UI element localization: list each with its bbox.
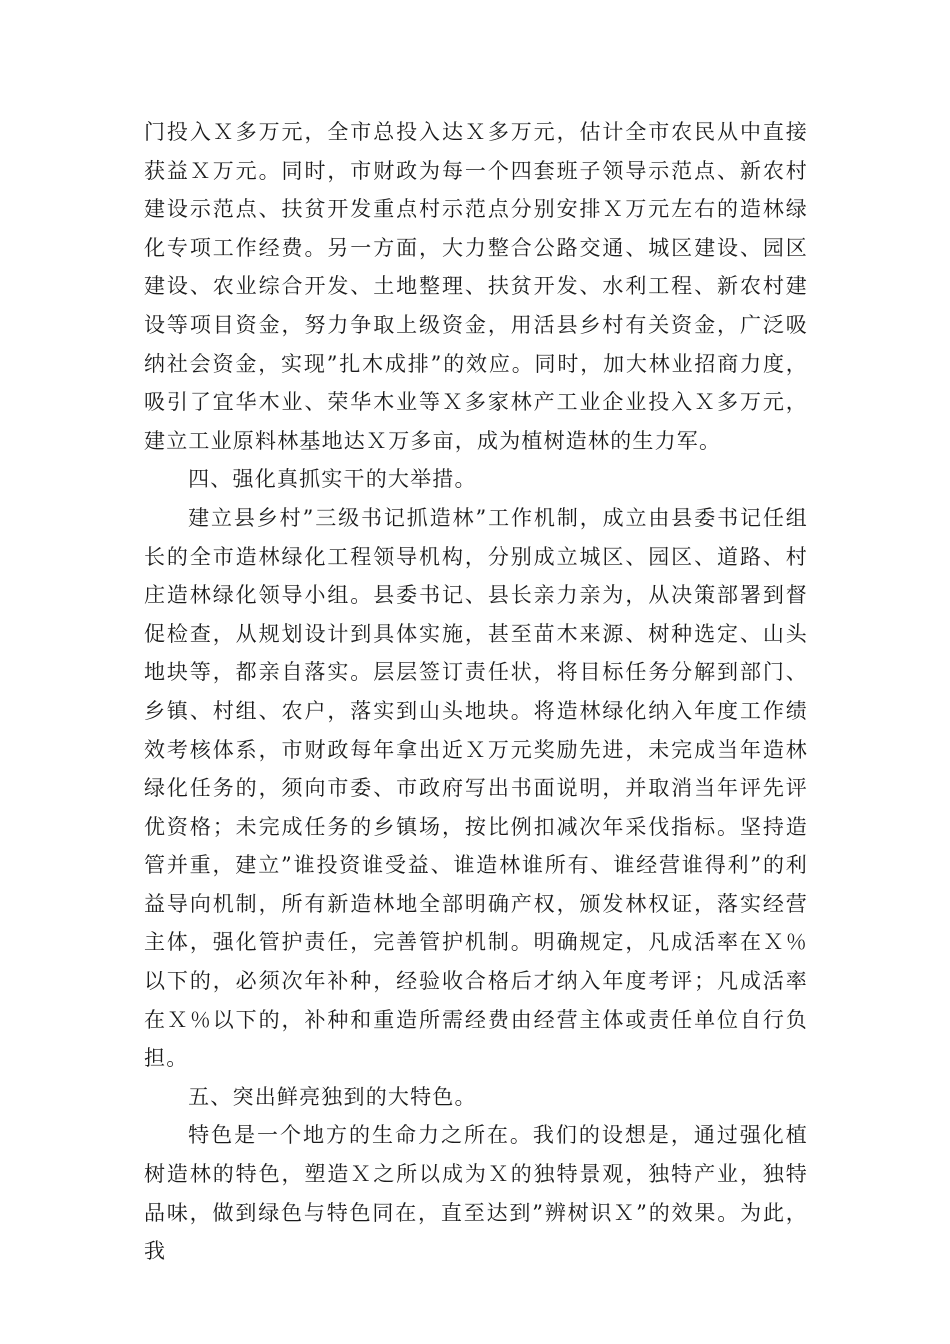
paragraph-section-five: 特色是一个地方的生命力之所在。我们的设想是，通过强化植树造林的特色，塑造Ｘ之所以成为Ｘ的独特景观，独特产业，独特品味，做到绿色与特色同在，直至达到”辨树识Ｘ”的效果。为此，我 [144, 1123, 808, 1264]
paragraph-section-four: 建立县乡村”三级书记抓造林”工作机制，成立由县委书记任组长的全市造林绿化工程领导机构，分别成立城区、园区、道路、村庄造林绿化领导小组。县委书记、县长亲力亲为，从决策部署到督促检查，从规划设计到具体实施，甚至苗木来源、树种选定、山头地块等，都亲自落实。层层签订责任状，将目标任务分解到部门、乡镇、村组、农户，落实到山头地块。将造林绿化纳入年度工作绩效考核体系，市财政每年拿出近Ｘ万元奖励先进，未完成当年造林绿化任务的，须向市委、市政府写出书面说明，并取消当年评先评优资格；未完成任务的乡镇场，按比例扣减次年采伐指标。坚持造管并重，建立”谁投资谁受益、谁造林谁所有、谁经营谁得利”的利益导向机制，所有新造林地全部明确产权，颁发林权证，落实经营主体，强化管护责任，完善管护机制。明确规定，凡成活率在Ｘ％以下的，必须次年补种，经验收合格后才纳入年度考评；凡成活率在Ｘ％以下的，补种和重造所需经费由经营主体或责任单位自行负担。 [144, 505, 808, 1071]
heading-section-four: 四、强化真抓实干的大举措。 [188, 467, 477, 492]
document-body [144, 113, 808, 1271]
paragraph-investment-continued: 门投入Ｘ多万元，全市总投入达Ｘ多万元，估计全市农民从中直接获益Ｘ万元。同时，市财政为每一个四套班子领导示范点、新农村建设示范点、扶贫开发重点村示范点分别安排Ｘ万元左右的造林绿化专项工作经费。另一方面，大力整合公路交通、城区建设、园区建设、农业综合开发、土地整理、扶贫开发、水利工程、新农村建设等项目资金，努力争取上级资金，用活县乡村有关资金，广泛吸纳社会资金，实现”扎木成排”的效应。同时，加大林业招商力度，吸引了宜华木业、荣华木业等Ｘ多家林产工业企业投入Ｘ多万元，建立工业原料林基地达Ｘ万多亩，成为植树造林的生力军。 [144, 120, 808, 453]
heading-section-five: 五、突出鲜亮独到的大特色。 [188, 1084, 477, 1109]
